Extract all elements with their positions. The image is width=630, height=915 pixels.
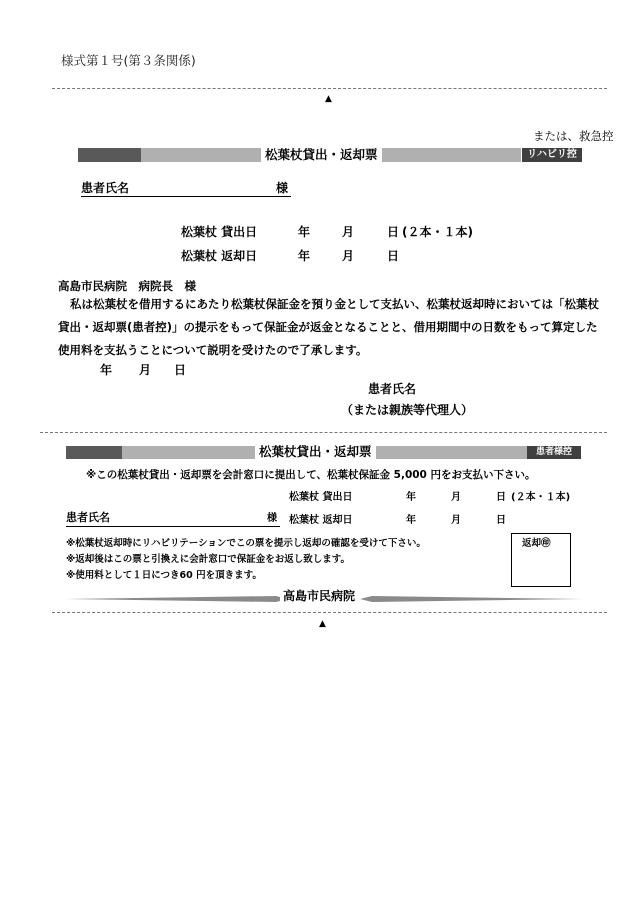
- cut-line-bottom: [52, 612, 607, 613]
- section1-tag: リハビリ控: [522, 148, 582, 162]
- hospital-name: 高島市民病院: [280, 590, 358, 602]
- s2-patient-label: 患者氏名: [66, 511, 110, 524]
- return-stamp-box: [511, 533, 571, 587]
- consent-year: 年: [100, 363, 113, 377]
- s2-return-month: 月: [451, 515, 461, 526]
- s2-count-note: (２本・１本): [511, 492, 571, 503]
- return-stamp-label: 返却㊞: [522, 538, 551, 549]
- lend-year: 年: [298, 225, 311, 239]
- return-date-label: 松葉杖 返却日: [181, 249, 258, 263]
- section2-tag: 患者様控: [527, 446, 581, 459]
- s2-return-year: 年: [406, 515, 416, 526]
- return-month: 月: [342, 249, 355, 263]
- cut-line-middle: [40, 432, 607, 433]
- note-3: ※使用料として１日につき60 円を頂きます。: [66, 570, 262, 581]
- consent-day: 日: [174, 363, 187, 377]
- s2-lend-year: 年: [406, 492, 416, 503]
- s2-lend-day: 日: [496, 492, 506, 503]
- consent-addressee: 高島市民病院 病院長 様: [58, 279, 196, 293]
- title-bar-dark: [78, 148, 141, 162]
- note-1: ※松葉杖返却時にリハビリテーションでこの票を提示し返却の確認を受けて下さい。: [66, 538, 426, 549]
- title-bar-dark: [66, 446, 122, 459]
- cut-marker-top: ▲: [325, 94, 332, 104]
- consent-line-1: 私は松葉杖を借用するにあたり松葉杖保証金を預り金として支払い、松葉杖返却時においては「松葉杖: [70, 297, 599, 311]
- s2-patient-name-line: [66, 526, 280, 527]
- note-2: ※返却後はこの票と引換えに会計窓口で保証金をお返し致します。: [66, 554, 350, 565]
- s2-return-day: 日: [496, 515, 506, 526]
- return-day: 日: [387, 249, 400, 263]
- consent-month: 月: [139, 363, 152, 377]
- patient-label: 患者氏名: [81, 181, 130, 195]
- s2-lend-date-label: 松葉杖 貸出日: [289, 492, 353, 503]
- signer-label: 患者氏名: [368, 382, 417, 396]
- section2-title: 松葉杖貸出・返却票: [255, 445, 376, 459]
- return-year: 年: [298, 249, 311, 263]
- s2-lend-month: 月: [451, 492, 461, 503]
- consent-line-2: 貸出・返却票(患者控)」の提示をもって保証金が返金となることと、借用期間中の日数をもって算定した: [58, 320, 598, 334]
- cut-line-top: [52, 88, 607, 89]
- s2-return-date-label: 松葉杖 返却日: [289, 515, 353, 526]
- form-number: 様式第１号(第３条関係): [61, 53, 196, 68]
- patient-name-line: [81, 196, 291, 197]
- s2-patient-suffix: 様: [267, 513, 277, 524]
- signer-alt: （または親族等代理人）: [341, 403, 474, 417]
- lend-day: 日: [387, 225, 400, 239]
- deposit-notice: ※この松葉杖貸出・返却票を会計窓口に提出して、松葉杖保証金 5,000 円をお支払い下さい。: [86, 469, 536, 481]
- count-note: (２本・１本): [402, 225, 473, 239]
- lend-month: 月: [342, 225, 355, 239]
- patient-suffix: 様: [276, 181, 289, 195]
- consent-line-3: 使用料を支払うことについて説明を受けたので了承します。: [58, 343, 368, 357]
- lend-date-label: 松葉杖 貸出日: [181, 225, 258, 239]
- corner-note: または、救急控: [533, 129, 614, 143]
- section1-title: 松葉杖貸出・返却票: [261, 148, 382, 162]
- cut-marker-bottom: ▲: [319, 619, 326, 629]
